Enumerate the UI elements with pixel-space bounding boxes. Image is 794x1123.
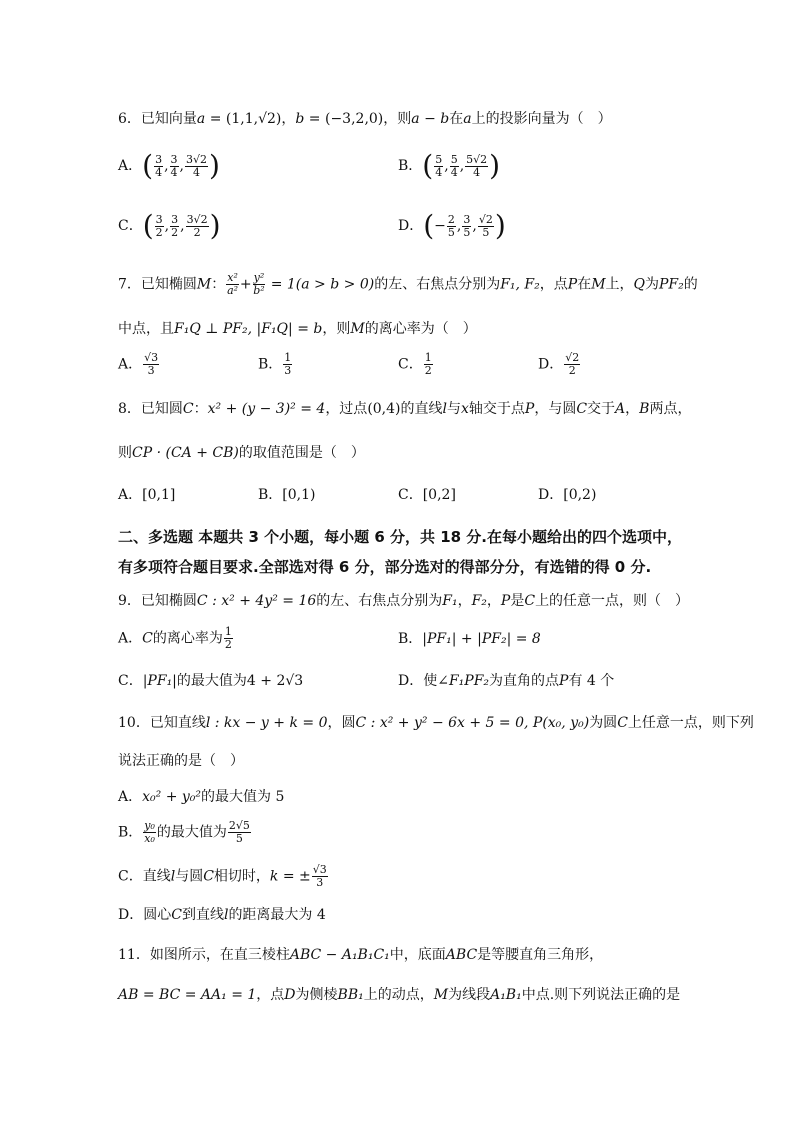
q9-text: ， bbox=[486, 593, 501, 609]
frac-den: 3 bbox=[147, 364, 155, 377]
q9-text: 上的任意一点，则（ ） bbox=[535, 593, 690, 609]
option-label: B． bbox=[258, 487, 283, 503]
option-expr: x₀² + y₀² bbox=[142, 789, 202, 805]
q11-abc: ABC bbox=[445, 947, 478, 963]
q11-text: 11．如图所示，在直三棱柱 bbox=[118, 947, 290, 963]
q10-circle-eq: C : x² + y² − 6x + 5 = 0, P(x₀, y₀) bbox=[355, 715, 590, 731]
q9-f2: F₂ bbox=[471, 593, 487, 609]
q11-text: ，点 bbox=[256, 987, 285, 1003]
q11-prism: ABC − A₁B₁C₁ bbox=[289, 947, 390, 963]
frac-den: 2 bbox=[568, 364, 576, 377]
q8-point: (0,4) bbox=[367, 401, 401, 417]
option-angle: ∠F₁PF₂ bbox=[437, 673, 490, 689]
q9-f1: F₁ bbox=[442, 593, 458, 609]
frac-num: 2√5 bbox=[228, 819, 250, 832]
option-label: C． bbox=[398, 356, 423, 373]
q9-text: ， bbox=[457, 593, 472, 609]
option-value: [0,2] bbox=[422, 487, 456, 503]
q10-option-b bbox=[118, 820, 252, 845]
q11-bb1: BB₁ bbox=[337, 987, 364, 1003]
q6-vec-b: b bbox=[295, 111, 305, 127]
q9-option-a bbox=[118, 626, 234, 651]
frac-num: 5√2 bbox=[466, 152, 488, 166]
option-value: 4 + 2√3 bbox=[246, 673, 304, 689]
frac-den: 4 bbox=[435, 165, 443, 179]
q11-text: 中，底面 bbox=[389, 947, 446, 963]
q8-text: 轴交于点 bbox=[468, 401, 525, 417]
q11-text: 上的动点， bbox=[363, 987, 434, 1003]
q9-var-p: P bbox=[559, 673, 569, 689]
q9-text: 是 bbox=[510, 593, 525, 609]
q10-text: 为圆 bbox=[589, 715, 618, 731]
frac-num: 3 bbox=[170, 152, 178, 166]
frac-den: 2 bbox=[193, 225, 201, 239]
q6-text: 在 bbox=[449, 111, 464, 127]
q11-text: 中点.则下列说法正确的是 bbox=[521, 987, 681, 1003]
q7-cond: F₁Q ⊥ PF₂, |F₁Q| = b bbox=[174, 321, 323, 337]
q11-a1b1: A₁B₁ bbox=[490, 987, 522, 1003]
option-text: 的最大值为 bbox=[156, 824, 227, 841]
section-2-heading-line2: 有多项符合题目要求.全部选对得 6 分，部分选对的得部分分，有选错的得 0 分. bbox=[118, 558, 652, 576]
q7-var-p: P bbox=[567, 276, 578, 293]
option-label: A． bbox=[118, 630, 143, 647]
q8-text: 与 bbox=[447, 401, 461, 417]
q6-option-d: D．(− $\frac{2}{5}$ , $\frac{3}{5}$ , $\frac{√2}{5}$ ) bbox=[398, 209, 506, 242]
q8-text: 的取值范围是（ ） bbox=[238, 445, 365, 461]
q10-option-c bbox=[118, 864, 329, 889]
frac-num: 3 bbox=[155, 152, 163, 166]
option-label: D． bbox=[118, 907, 144, 923]
q7-text: ： bbox=[211, 276, 226, 293]
q7-stem-line2 bbox=[118, 318, 477, 338]
option-text: 与圆 bbox=[175, 868, 204, 885]
q8-stem-line1 bbox=[118, 398, 691, 418]
q11-text: 为线段 bbox=[448, 987, 491, 1003]
option-value: [0,1] bbox=[142, 487, 176, 503]
option-label: C． bbox=[118, 673, 143, 689]
q8-eq: x² + (y − 3)² = 4 bbox=[207, 401, 326, 417]
option-label: D． bbox=[538, 487, 564, 503]
frac-den: 5 bbox=[463, 225, 471, 239]
frac-den: 4 bbox=[155, 165, 163, 179]
frac-den: 5 bbox=[235, 832, 243, 845]
q7-text: 7．已知椭圆 bbox=[118, 276, 197, 293]
frac-den: 3 bbox=[316, 876, 324, 889]
option-label: B． bbox=[118, 824, 143, 841]
q8-text: 的直线 bbox=[400, 401, 443, 417]
q8-text: 两点， bbox=[649, 401, 692, 417]
option-label: D． bbox=[538, 356, 564, 373]
q6-option-b: B．( $\frac{5}{4}$ , $\frac{5}{4}$ , $\frac{5√2}{4}$ ) bbox=[398, 149, 501, 182]
q6-a-on: a bbox=[463, 111, 472, 127]
q7-var-m: M bbox=[350, 321, 365, 337]
frac-num: 3 bbox=[171, 212, 179, 226]
q8-option-d bbox=[538, 484, 596, 504]
q8-option-b bbox=[258, 484, 316, 504]
frac-den: x₀ bbox=[144, 832, 155, 845]
frac-den: 4 bbox=[473, 165, 481, 179]
option-text: 为直角的点 bbox=[489, 673, 560, 689]
q8-var-l: l bbox=[442, 401, 447, 417]
option-label: B． bbox=[398, 631, 423, 647]
q8-text: 交于 bbox=[587, 401, 616, 417]
frac-num: 3√2 bbox=[186, 212, 208, 226]
option-label: B． bbox=[398, 158, 423, 174]
q8-var-x: x bbox=[461, 401, 469, 417]
option-expr: |PF₁| bbox=[142, 673, 177, 689]
option-label: A． bbox=[118, 487, 143, 503]
q9-text: 的左、右焦点分别为 bbox=[316, 593, 443, 609]
frac-den: 2 bbox=[155, 225, 163, 239]
frac-den: 5 bbox=[482, 225, 490, 239]
option-text: 的最大值为 5 bbox=[201, 789, 285, 805]
option-text: 有 4 个 bbox=[568, 673, 615, 689]
option-text: 相切时， bbox=[213, 868, 270, 885]
q7-foci: F₁, F₂ bbox=[500, 276, 540, 293]
option-label: D． bbox=[398, 218, 424, 234]
frac-den: 4 bbox=[450, 165, 458, 179]
option-label: C． bbox=[118, 868, 143, 885]
q9-option-d bbox=[398, 670, 614, 690]
q6-text: 上的投影向量为（ ） bbox=[471, 111, 612, 127]
q10-line-eq: l : kx − y + k = 0 bbox=[205, 715, 328, 731]
q8-text: ， bbox=[625, 401, 640, 417]
q8-var-b: B bbox=[639, 401, 650, 417]
frac-num: 5 bbox=[450, 152, 458, 166]
q7-option-b bbox=[258, 352, 293, 377]
q10-text: ，圆 bbox=[327, 715, 356, 731]
q6-option-a: A．( $\frac{3}{4}$ , $\frac{3}{4}$ , $\frac{3√2}{4}$ ) bbox=[118, 149, 220, 182]
q10-text: 10．已知直线 bbox=[118, 715, 206, 731]
q11-stem-line2 bbox=[118, 984, 680, 1004]
frac-num: 1 bbox=[224, 625, 232, 638]
option-text: 使 bbox=[423, 673, 438, 689]
q8-text: 8．已知圆 bbox=[118, 401, 183, 417]
q11-text: 为侧棱 bbox=[295, 987, 338, 1003]
frac-den: 2 bbox=[171, 225, 179, 239]
q7-text: 的 bbox=[683, 276, 698, 293]
q8-var-c: C bbox=[182, 401, 194, 417]
q6-text: ，则 bbox=[383, 111, 412, 127]
q6-text: 6．已知向量 bbox=[118, 111, 197, 127]
frac-den: 4 bbox=[192, 165, 200, 179]
option-expr: |PF₁| + |PF₂| = 8 bbox=[422, 631, 541, 647]
q8-stem-line2 bbox=[118, 442, 365, 462]
q8-text: ： bbox=[193, 401, 208, 417]
frac-den: 4 bbox=[170, 165, 178, 179]
q10-option-d bbox=[118, 904, 326, 924]
q6-vec-a: a bbox=[196, 111, 206, 127]
q7-text: 的离心率为（ ） bbox=[364, 321, 477, 337]
q10-var-l: l bbox=[170, 868, 176, 885]
q7-eq: = 1(a > b > 0) bbox=[266, 276, 375, 293]
q7-text: ，点 bbox=[539, 276, 568, 293]
q8-var-c: C bbox=[576, 401, 588, 417]
option-text: 到直线 bbox=[181, 907, 224, 923]
q8-text: ，与圆 bbox=[534, 401, 577, 417]
option-label: C． bbox=[118, 218, 143, 234]
option-text: 直线 bbox=[142, 868, 171, 885]
q10-option-a bbox=[118, 786, 284, 806]
q7-text: 为 bbox=[645, 276, 660, 293]
q11-var-d: D bbox=[284, 987, 296, 1003]
frac-num: 3 bbox=[155, 212, 163, 226]
q8-option-c bbox=[398, 484, 456, 504]
q8-text: ，过点 bbox=[325, 401, 368, 417]
q9-var-p: P bbox=[500, 593, 511, 609]
q8-expr: CP · (CA + CB) bbox=[132, 445, 239, 461]
q10-var-l: l bbox=[223, 907, 229, 923]
q7-option-d bbox=[538, 352, 581, 377]
frac-num: √3 bbox=[312, 863, 327, 876]
option-label: C． bbox=[398, 487, 423, 503]
q6-expr: a − b bbox=[411, 111, 450, 127]
frac-num: 5 bbox=[435, 152, 443, 166]
option-label: A． bbox=[118, 158, 143, 174]
option-text: 的距离最大为 4 bbox=[228, 907, 326, 923]
q10-text: 上任意一点，则下列 bbox=[627, 715, 754, 731]
frac-num: 2 bbox=[447, 212, 455, 226]
frac-num: √3 bbox=[144, 351, 159, 364]
frac-den: 2 bbox=[424, 364, 432, 377]
q7-text: 上， bbox=[605, 276, 634, 293]
q6-stem: 6．已知向量a = (1,1,√2)，b = (−3,2,0)，则a − b在a上的投影向量为（ ） bbox=[118, 111, 612, 127]
q10-stem-line2: 说法正确的是（ ） bbox=[118, 753, 244, 769]
q7-text: 中点，且 bbox=[118, 321, 174, 337]
option-text: 的最大值为 bbox=[176, 673, 247, 689]
q11-eq: AB = BC = AA₁ = 1 bbox=[118, 987, 257, 1003]
option-label: A． bbox=[118, 789, 143, 805]
frac-num: y₀ bbox=[144, 819, 155, 832]
frac-num: 1 bbox=[424, 351, 432, 364]
q9-option-c bbox=[118, 670, 303, 690]
q7-text: ，则 bbox=[322, 321, 351, 337]
option-text: 的离心率为 bbox=[152, 630, 223, 647]
q7-var-q: Q bbox=[633, 276, 646, 293]
frac-den: 3 bbox=[284, 364, 292, 377]
option-value: [0,1) bbox=[282, 487, 316, 503]
option-text: 圆心 bbox=[143, 907, 172, 923]
frac-num: 3√2 bbox=[185, 152, 207, 166]
q8-option-a bbox=[118, 484, 175, 504]
q10-var-c: C bbox=[203, 868, 214, 885]
q8-var-p: P bbox=[524, 401, 535, 417]
q7-var-m: M bbox=[196, 276, 212, 293]
q9-option-b bbox=[398, 628, 541, 648]
q10-stem-line1 bbox=[118, 712, 754, 732]
q7-option-c bbox=[398, 352, 434, 377]
option-expr: k = ± bbox=[269, 868, 311, 885]
frac-num: 1 bbox=[284, 351, 292, 364]
option-label: D． bbox=[398, 673, 424, 689]
q10-var-c: C bbox=[617, 715, 628, 731]
q6-a-val: = (1,1,√2) bbox=[205, 111, 282, 127]
q9-text: 9．已知椭圆 bbox=[118, 593, 197, 609]
q11-var-m: M bbox=[433, 987, 449, 1003]
q7-text: 在 bbox=[577, 276, 592, 293]
q10-var-c: C bbox=[171, 907, 182, 923]
option-label: B． bbox=[258, 356, 283, 373]
minus-sign: − bbox=[434, 218, 446, 234]
q6-b-val: = (−3,2,0) bbox=[304, 111, 384, 127]
q9-var-c: C bbox=[524, 593, 536, 609]
q7-text: 的左、右焦点分别为 bbox=[374, 276, 501, 293]
q7-var-m: M bbox=[591, 276, 606, 293]
q9-var-c: C bbox=[142, 630, 153, 647]
q11-stem-line1 bbox=[118, 944, 603, 964]
frac-den: 2 bbox=[224, 638, 232, 651]
q8-text: 则 bbox=[118, 445, 132, 461]
q7-pf2: PF₂ bbox=[659, 276, 684, 293]
q7-option-a bbox=[118, 352, 160, 377]
q6-option-c: C．( $\frac{3}{2}$ , $\frac{3}{2}$ , $\frac{3√2}{2}$ ) bbox=[118, 209, 221, 242]
frac-num: √2 bbox=[478, 212, 493, 226]
option-value: [0,2) bbox=[563, 487, 597, 503]
frac-num: √2 bbox=[565, 351, 580, 364]
option-label: A． bbox=[118, 356, 143, 373]
q9-eq: C : x² + 4y² = 16 bbox=[196, 593, 317, 609]
frac-den: 5 bbox=[447, 225, 455, 239]
q9-stem bbox=[118, 590, 689, 610]
frac-num: 3 bbox=[463, 212, 471, 226]
q7-stem-line1: 7．已知椭圆M： $\frac{\text{x²}}{\text{a²}}$ + $\frac{\text{y²}}{\text{b²}}$ = 1(a > b > 0)的左、右焦点分别为F₁, F₂，点P在M上，Q为PF₂的 bbox=[118, 271, 698, 297]
section-2-heading-line1: 二、多选题 本题共 3 个小题，每小题 6 分，共 18 分.在每小题给出的四个选项中， bbox=[118, 528, 683, 546]
q11-text: 是等腰直角三角形， bbox=[477, 947, 604, 963]
q8-var-a: A bbox=[615, 401, 626, 417]
